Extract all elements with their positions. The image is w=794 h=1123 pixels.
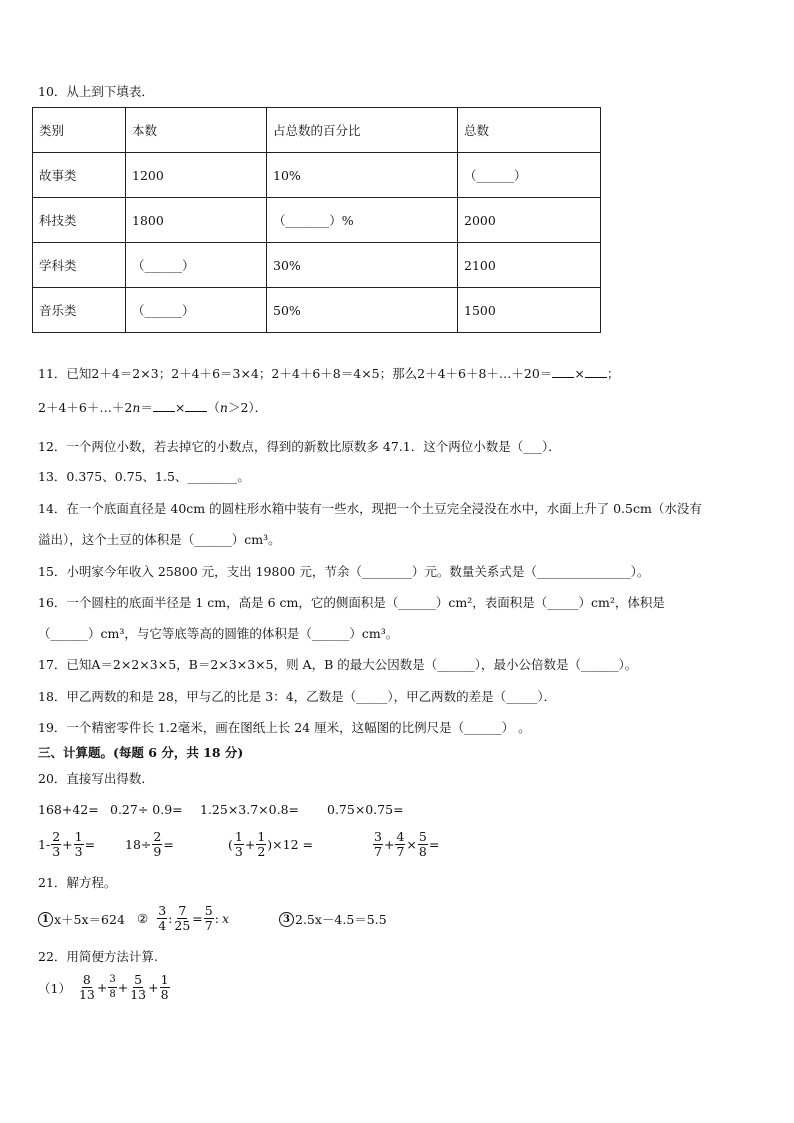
numerator: 3 <box>108 973 116 988</box>
numerator: 5 <box>134 972 143 987</box>
fraction <box>51 830 61 859</box>
expr-text: 18÷ <box>125 837 152 852</box>
fraction <box>395 830 405 859</box>
q20-title: 20．直接写出得数． <box>38 771 154 786</box>
circled-number: 3 <box>279 912 294 927</box>
paren: （ <box>207 400 220 415</box>
q20-expr: 0.75×0.75= <box>327 802 404 817</box>
fraction <box>256 830 266 859</box>
q20-fraction-expr-1 <box>38 830 95 859</box>
table-cell: 10% <box>267 153 458 198</box>
denominator: 8 <box>109 989 116 1000</box>
operator: + <box>383 837 395 852</box>
equation-text: 2.5x－4.5＝5.5 <box>295 912 387 927</box>
paren: ( <box>228 837 233 852</box>
q21-eq3 <box>279 910 387 928</box>
numerator: 7 <box>178 903 187 918</box>
denominator: 8 <box>160 987 169 1002</box>
numerator: 5 <box>418 829 427 844</box>
answer-blank[interactable] <box>552 367 574 378</box>
denominator: 13 <box>78 987 95 1002</box>
equals-sign: = <box>192 911 203 926</box>
q12: 12．一个两位小数，若去掉它的小数点，得到的新数比原数多 47.1．这个两位小数是（___）． <box>38 439 561 454</box>
table-cell: 50% <box>267 288 458 333</box>
numerator: 4 <box>396 829 405 844</box>
circled-number: 1 <box>38 912 53 927</box>
equals-sign: = <box>84 837 96 852</box>
q22-expr <box>38 973 171 1002</box>
table-row <box>33 153 601 198</box>
numerator: 2 <box>153 829 162 844</box>
operator: + <box>148 980 159 995</box>
q20-expr: 1.25×3.7×0.8= <box>200 802 300 817</box>
denominator: 3 <box>74 844 83 859</box>
times-sign: × <box>174 400 186 415</box>
fraction <box>373 830 383 859</box>
denominator: 2 <box>257 844 266 859</box>
var-n: n <box>132 400 141 415</box>
answer-blank-cell[interactable]: （_______）% <box>267 198 458 243</box>
fraction <box>204 904 214 933</box>
fraction <box>129 973 147 1002</box>
ratio-colon: : <box>168 911 173 926</box>
fraction <box>173 904 191 933</box>
denominator: 7 <box>396 844 405 859</box>
operator: + <box>244 837 256 852</box>
answer-blank[interactable] <box>585 367 607 378</box>
table-cell: 学科类 <box>33 243 126 288</box>
punctuation: ； <box>606 366 620 381</box>
fraction <box>160 973 170 1002</box>
numerator: 1 <box>234 829 243 844</box>
table-row <box>33 288 601 333</box>
equals-sign: = <box>163 837 174 852</box>
section-3-heading: 三、计算题。(每题 6 分，共 18 分) <box>38 745 244 760</box>
equals-sign: ＝ <box>140 400 153 415</box>
q16-line2: （______）cm³，与它等底等高的圆锥的体积是（______）cm³。 <box>38 626 399 641</box>
denominator: 7 <box>374 844 382 859</box>
denominator: 8 <box>418 844 427 859</box>
q16-line1: 16．一个圆柱的底面半径是 1 cm，高是 6 cm，它的侧面积是（______）cm²，表面积是（_____）cm²，体积是 <box>38 595 665 610</box>
q21-title: 21．解方程。 <box>38 875 117 890</box>
var-x: x <box>221 911 230 926</box>
denominator: 9 <box>153 844 162 859</box>
table-cell: 1500 <box>458 288 601 333</box>
header-cell: 总数 <box>458 108 601 153</box>
q22-title: 22．用简便方法计算. <box>38 949 158 964</box>
operator: + <box>117 980 129 995</box>
table-cell: 1200 <box>126 153 267 198</box>
table-header-row <box>33 108 601 153</box>
operator: + <box>62 837 73 852</box>
q11-sum-text: 2＋4＋6＋…＋2 <box>38 400 133 415</box>
numerator: 3 <box>374 829 382 844</box>
condition-text: ＞2）． <box>227 400 268 415</box>
table-cell: 30% <box>267 243 458 288</box>
denominator: 25 <box>174 918 191 933</box>
denominator: 13 <box>130 987 147 1002</box>
fraction <box>418 830 428 859</box>
q19: 19．一个精密零件长 1.2毫米，画在图纸上长 24 厘米，这幅图的比例尺是（______） 。 <box>38 720 531 735</box>
table-cell: 2000 <box>458 198 601 243</box>
q18: 18．甲乙两数的和是 28，甲与乙的比是 3：4，乙数是（_____），甲乙两数的差是（_____）． <box>38 689 557 704</box>
q11-text: 11．已知2＋4＝2×3；2＋4＋6＝3×4；2＋4＋6＋8＝4×5；那么2＋4＋6＋8＋…＋20＝ <box>38 366 553 381</box>
answer-blank[interactable] <box>185 401 207 412</box>
q21-eq1 <box>38 910 125 928</box>
q15: 15．小明家今年收入 25800 元，支出 19800 元，节余（________）元。数量关系式是（_______________）。 <box>38 564 650 579</box>
q20-fraction-expr-3 <box>228 830 313 859</box>
answer-blank-cell[interactable]: （______） <box>126 288 267 333</box>
table-row <box>33 243 601 288</box>
circled-number: ② <box>137 911 149 926</box>
answer-blank-cell[interactable]: （______） <box>126 243 267 288</box>
numerator: 8 <box>82 972 91 987</box>
fraction <box>78 973 96 1002</box>
table-cell: 音乐类 <box>33 288 126 333</box>
table-cell: 2100 <box>458 243 601 288</box>
table-cell: 科技类 <box>33 198 126 243</box>
fraction <box>234 830 244 859</box>
fraction <box>152 830 162 859</box>
answer-blank[interactable] <box>153 401 175 412</box>
operator: × <box>406 837 417 852</box>
q10-table <box>32 107 601 333</box>
q10-title: 10．从上到下填表． <box>38 84 154 99</box>
expr-text: )×12 = <box>267 837 313 852</box>
numerator: 1 <box>160 972 169 987</box>
equals-sign: = <box>428 837 440 852</box>
denominator: 7 <box>204 918 213 933</box>
denominator: 3 <box>52 844 61 859</box>
denominator: 3 <box>234 844 243 859</box>
header-cell: 本数 <box>126 108 267 153</box>
answer-blank-cell[interactable]: （______） <box>458 153 601 198</box>
table-cell: 1800 <box>126 198 267 243</box>
fraction <box>74 830 84 859</box>
numerator: 2 <box>52 829 61 844</box>
q17: 17．已知A＝2×2×3×5，B＝2×3×3×5，则 A，B 的最大公因数是（______），最小公倍数是（______）。 <box>38 657 638 672</box>
numerator: 3 <box>158 903 167 918</box>
table-row <box>33 198 601 243</box>
numerator: 1 <box>74 829 83 844</box>
header-cell: 类别 <box>33 108 126 153</box>
numerator: 1 <box>257 829 266 844</box>
q11-line2 <box>38 400 267 416</box>
fraction <box>157 904 167 933</box>
sub-question-label: （1） <box>38 980 71 996</box>
q20-expr: 168+42= <box>38 802 99 817</box>
q20-expr: 0.27÷ 0.9= <box>110 802 183 817</box>
header-cell: 占总数的百分比 <box>267 108 458 153</box>
operator: + <box>96 980 108 995</box>
q14-line2: 溢出），这个土豆的体积是（______）cm³。 <box>38 532 281 547</box>
numerator: 5 <box>204 903 213 918</box>
q20-fraction-expr-2 <box>125 830 174 859</box>
var-n: n <box>219 400 228 415</box>
fraction <box>108 973 116 1002</box>
denominator: 4 <box>158 918 167 933</box>
q14-line1: 14．在一个底面直径是 40cm 的圆柱形水箱中装有一些水，现把一个土豆完全浸没在水中，水面上升了 0.5cm（水没有 <box>38 501 702 516</box>
q21-eq2 <box>137 904 229 933</box>
q20-fraction-expr-4 <box>372 830 439 859</box>
q11-line1 <box>38 366 619 382</box>
equation-text: x＋5x＝624 <box>54 912 125 927</box>
expr-text: 1- <box>38 837 51 852</box>
table-cell: 故事类 <box>33 153 126 198</box>
q13: 13．0.375、0.75、1.5、________。 <box>38 469 250 484</box>
times-sign: × <box>574 366 585 381</box>
ratio-colon: : <box>214 911 219 926</box>
